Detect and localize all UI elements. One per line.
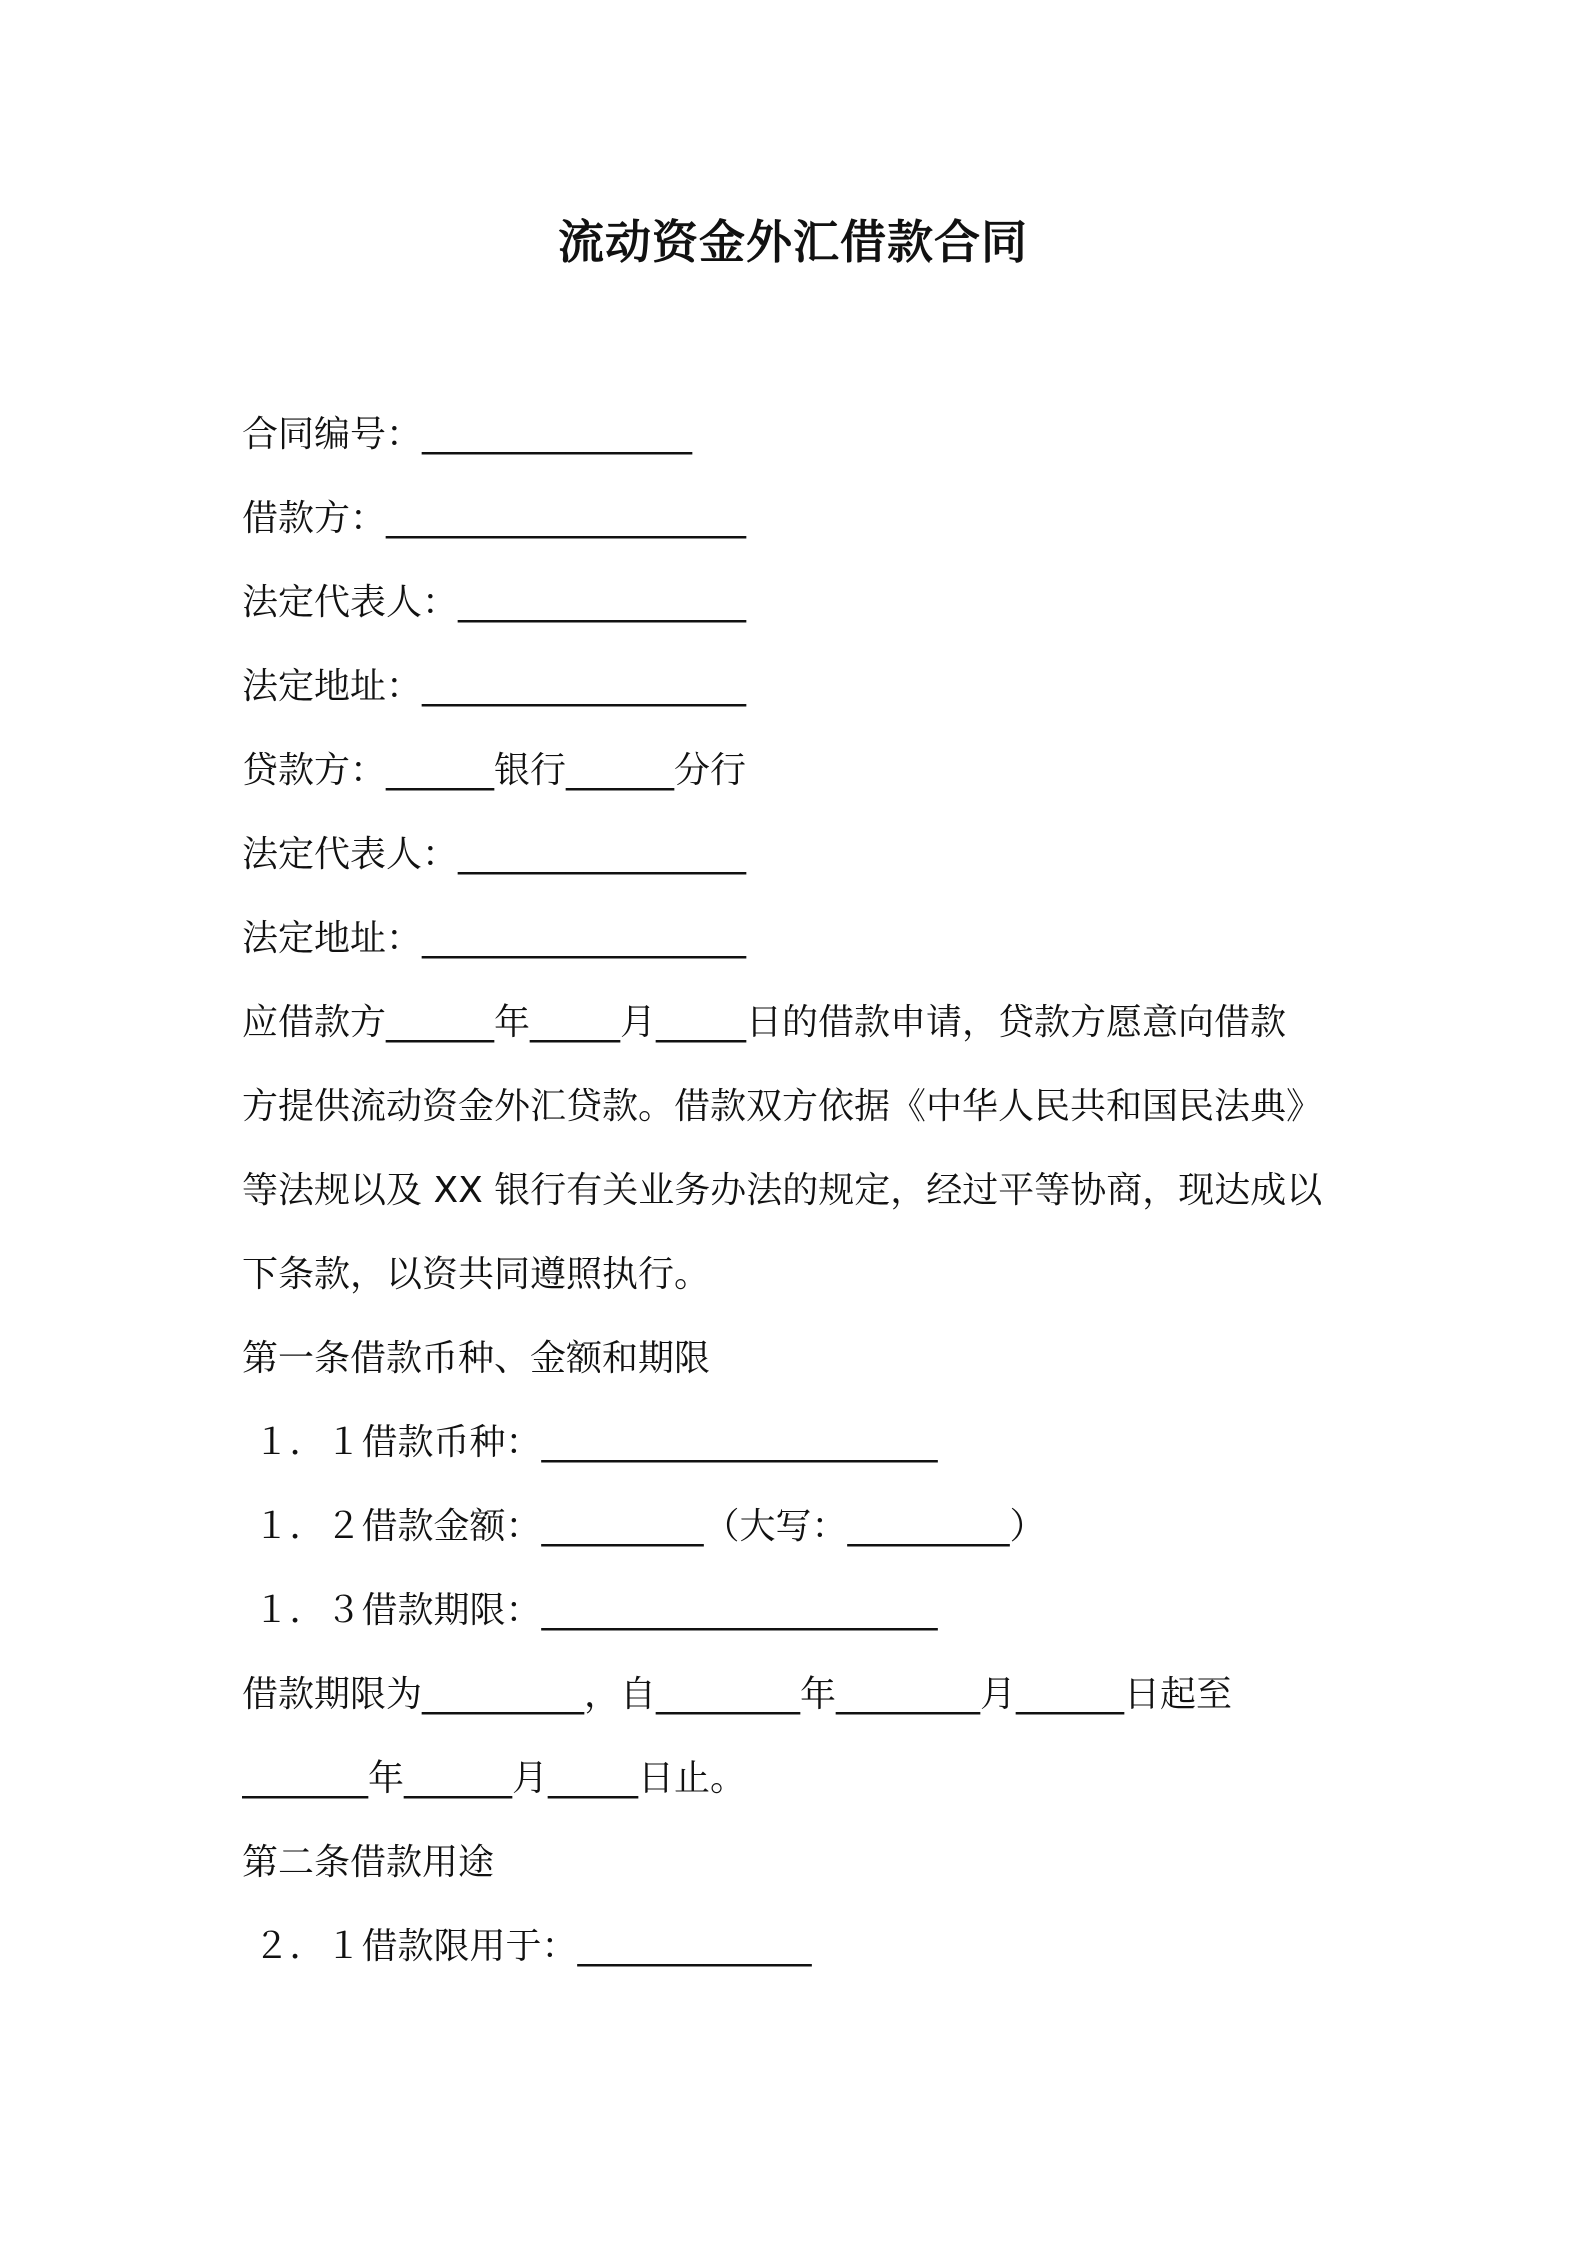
preamble-line-1: 应借款方______年_____月_____日的借款申请，贷款方愿意向借款 xyxy=(242,1002,1287,1043)
clause-1-3: １．３借款期限：______________________ xyxy=(242,1590,938,1631)
lender-line: 贷款方：______银行______分行 xyxy=(242,750,747,791)
article-1-heading: 第一条借款币种、金额和期限 xyxy=(242,1338,711,1379)
lender-legal-rep-line: 法定代表人：________________ xyxy=(242,834,747,875)
preamble-line-4: 下条款，以资共同遵照执行。 xyxy=(242,1254,711,1295)
preamble-line-2: 方提供流动资金外汇贷款。借款双方依据《中华人民共和国民法典》 xyxy=(242,1086,1323,1127)
article-2-heading: 第二条借款用途 xyxy=(242,1842,495,1883)
clause-1-1: １．１借款币种：______________________ xyxy=(242,1422,938,1463)
loan-term-line-2: _______年______月_____日止。 xyxy=(242,1758,747,1799)
borrower-line: 借款方：____________________ xyxy=(242,498,747,539)
clause-1-2: １．２借款金额：_________（大写：_________） xyxy=(242,1506,1046,1547)
clause-2-1: ２．１借款限用于：_____________ xyxy=(242,1926,812,1967)
lender-address-line: 法定地址：__________________ xyxy=(242,918,747,959)
document-title: 流动资金外汇借款合同 xyxy=(558,215,1028,269)
preamble-line-3: 等法规以及 XX 银行有关业务办法的规定，经过平等协商，现达成以 xyxy=(242,1170,1323,1211)
contract-number-line: 合同编号：_______________ xyxy=(242,414,693,455)
borrower-address-line: 法定地址：__________________ xyxy=(242,666,747,707)
loan-term-line-1: 借款期限为_________，自________年________月______日起至 xyxy=(242,1674,1233,1715)
borrower-legal-rep-line: 法定代表人：________________ xyxy=(242,582,747,623)
